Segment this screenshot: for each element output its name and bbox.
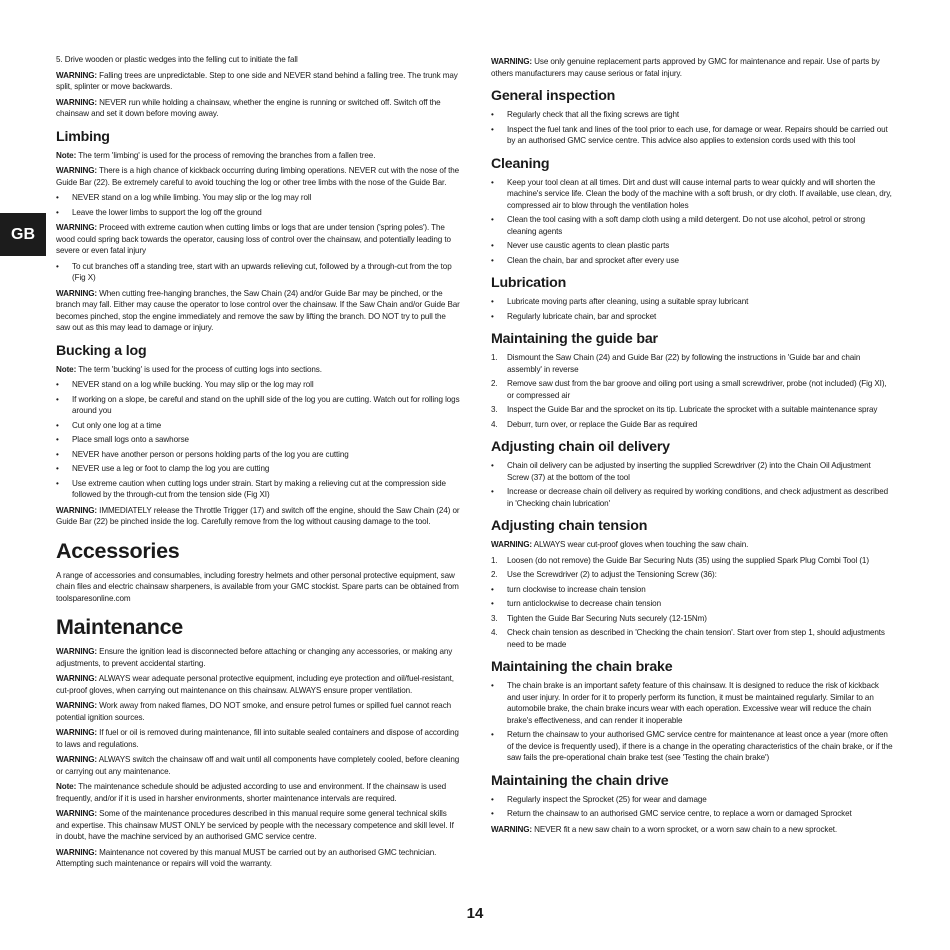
list-item: • Use extreme caution when cutting logs under strain. Start by making a relieving cut at the compression side followed by the through-cut from the tension side (Fig XI) — [56, 478, 446, 499]
right-column — [491, 56, 893, 839]
limbing-bullets-1 — [56, 192, 460, 218]
list-item: 4. Check chain tension as described in 'Checking the chain tension'. Start over from step 1, should adjustments need to be made — [491, 628, 885, 649]
list-item: • Place small logs onto a sawhorse — [56, 435, 189, 444]
maintenance-para: Note: The maintenance schedule should be adjusted according to use and environment. If the chainsaw is used frequently, and/or if it is used in harsher environments, shorter maintenance intervals are required. — [56, 782, 447, 803]
limbing-bullets-2 — [56, 261, 460, 284]
language-tab — [0, 213, 46, 256]
chain-oil-bullets — [491, 460, 893, 509]
list-item: • Return the chainsaw to your authorised GMC service centre for maintenance at least once a year (more often of the device is frequently used), if there is a change in the operating characteristics of the chain brake, or if the saw fails the pre-operational chain brake test (see 'Testing the chain brake') — [491, 730, 893, 762]
chain-oil-heading: Adjusting chain oil delivery — [491, 439, 670, 455]
limbing-warning-2: WARNING: Proceed with extreme caution when cutting limbs or logs that are under tension ('spring poles'). The wood could spring back towards the operator, causing loss of control over the chainsaw, and potentially leading to severe or even fatal injury — [56, 223, 451, 255]
limbing-warning-1: WARNING: There is a high chance of kickback occurring during limbing operations. NEVER cut with the nose of the Guide Bar (22). Be extremely careful to avoid touching the log or other tree limbs with the nose of the Guide Bar. — [56, 166, 460, 187]
cleaning-bullets — [491, 177, 893, 267]
list-item: 4. Deburr, turn over, or replace the Guide Bar as required — [491, 419, 698, 429]
chain-tension-heading: Adjusting chain tension — [491, 518, 648, 534]
felling-step-5: 5. Drive wooden or plastic wedges into the felling cut to initiate the fall — [56, 55, 298, 64]
accessories-text: A range of accessories and consumables, including forestry helmets and other personal protective equipment, saw chain files and electric chainsaw sharpeners, is available from your GMC stockist. Spare parts can be obtained from toolsparesonline.com — [56, 570, 459, 603]
lubrication-bullets — [491, 296, 893, 322]
list-item: • Keep your tool clean at all times. Dirt and dust will cause internal parts to wear quickly and will shorten the machine's service life. Clean the body of the machine with a soft brush, or dry cloth. If available, use clean, dry, compressed air to blow through the ventilation holes — [491, 177, 892, 210]
list-item: • Regularly inspect the Sprocket (25) for wear and damage — [491, 794, 707, 804]
list-item: • turn anticlockwise to decrease chain tension — [491, 599, 661, 608]
list-item: • Regularly check that all the fixing screws are tight — [491, 110, 680, 119]
bucking-note: Note: The term 'bucking' is used for the process of cutting logs into sections. — [56, 364, 322, 374]
list-item: • NEVER have another person or persons holding parts of the log you are cutting — [56, 449, 349, 459]
list-item: • Increase or decrease chain oil delivery as required by working conditions, and check adjustment as described in 'Checking chain lubrication' — [491, 487, 889, 508]
list-item: • Return the chainsaw to an authorised GMC service centre, to replace a worn or damaged Sprocket — [491, 809, 852, 818]
list-item: • NEVER stand on a log while limbing. You may slip or the log may roll — [56, 193, 312, 202]
chain-tension-warning: WARNING: ALWAYS wear cut-proof gloves when touching the saw chain. — [491, 540, 749, 549]
limbing-note: Note: The term 'limbing' is used for the process of removing the branches from a fallen tree. — [56, 150, 376, 160]
list-item: • To cut branches off a standing tree, start with an upwards relieving cut, followed by a through-cut from the top (Fig X) — [56, 261, 452, 282]
maintenance-para: WARNING: Work away from naked flames, DO NOT smoke, and ensure petrol fumes or spilled fuel cannot reach potential ignition sources. — [56, 701, 452, 722]
list-item: • Lubricate moving parts after cleaning, using a suitable spray lubricant — [491, 297, 749, 306]
left-column — [56, 54, 460, 874]
list-item: • Never use caustic agents to clean plastic parts — [491, 241, 670, 250]
list-item: 1. Loosen (do not remove) the Guide Bar Securing Nuts (35) using the supplied Spark Plug Combi Tool (1) — [491, 555, 869, 565]
chain-tension-steps — [491, 555, 893, 651]
list-item: 3. Inspect the Guide Bar and the sprocket on its tip. Lubricate the sprocket with a suitable maintenance spray — [491, 405, 878, 414]
list-item: • If working on a slope, be careful and stand on the uphill side of the log you are cutting. Watch out for rolling logs around you — [56, 394, 460, 415]
chain-brake-bullets — [491, 680, 893, 764]
maintenance-para: WARNING: ALWAYS wear adequate personal protective equipment, including eye protection and oil/fuel-resistant, cut-proof gloves, when carrying out maintenance on this chainsaw. ALWAYS ensure proper ventilation. — [56, 674, 454, 695]
list-item: • Regularly lubricate chain, bar and sprocket — [491, 311, 657, 321]
list-item: • Chain oil delivery can be adjusted by inserting the supplied Screwdriver (2) into the Chain Oil Adjustment Screw (37) at the bottom of the tool — [491, 461, 871, 482]
limbing-heading: Limbing — [56, 128, 110, 145]
list-item: 2. Remove saw dust from the bar groove and oiling port using a small screwdriver, probe (not included) (Fig XI), or compressed air — [491, 379, 887, 400]
accessories-heading: Accessories — [56, 538, 180, 563]
bucking-warning: WARNING: IMMEDIATELY release the Throttle Trigger (17) and switch off the engine, should the Saw Chain (24) or Guide Bar (22) be pinched inside the log. Carefully remove from the log without causing damage to the tool. — [56, 505, 460, 526]
limbing-warning-3: WARNING: When cutting free-hanging branches, the Saw Chain (24) and/or Guide Bar may be pinched, or the branch may fall. Either may cause the operator to lose control over the chainsaw. If the Saw Chain and/or Guide Bar becomes pinched, stop the engine immediately and remove the saw by lifting the branch. DO NOT try to pull the saw out as this may lead to damage or injury. — [56, 288, 460, 332]
list-item: • Leave the lower limbs to support the log off the ground — [56, 207, 262, 217]
list-item: • NEVER use a leg or foot to clamp the log you are cutting — [56, 464, 270, 473]
list-item: • Cut only one log at a time — [56, 420, 162, 430]
list-item: • Inspect the fuel tank and lines of the tool prior to each use, for damage or wear. Repairs should be carried out by an authorised GMC service centre. This advice also applies to extension cords used with this tool — [491, 124, 888, 145]
maintenance-para: WARNING: If fuel or oil is removed during maintenance, fill into suitable sealed containers and dispose of according to laws and regulations. — [56, 728, 459, 749]
guide-bar-heading: Maintaining the guide bar — [491, 331, 658, 347]
maintenance-para: WARNING: Some of the maintenance procedures described in this manual require some general technical skills and expertise. This chainsaw MUST ONLY be serviced by people with the necessary competence and skill level. If in doubt, have the machine serviced by an authorised GMC service centre. — [56, 809, 454, 841]
maintenance-para: WARNING: Maintenance not covered by this manual MUST be carried out by an authorised GMC technician. Attempting such maintenance or repairs will void the warranty. — [56, 847, 437, 868]
list-item: • Clean the tool casing with a soft damp cloth using a mild detergent. Do not use alcohol, petrol or strong cleaning agents — [491, 215, 865, 236]
chain-drive-heading: Maintaining the chain drive — [491, 772, 669, 789]
list-item: • NEVER stand on a log while bucking. You may slip or the log may roll — [56, 380, 314, 389]
list-item: • Clean the chain, bar and sprocket after every use — [491, 255, 679, 265]
bucking-bullets — [56, 379, 460, 501]
list-item: 3. Tighten the Guide Bar Securing Nuts securely (12-15Nm) — [491, 613, 707, 623]
page-number: 14 — [466, 905, 484, 922]
maintenance-para: WARNING: ALWAYS switch the chainsaw off and wait until all components have completely cooled, before cleaning or carrying out any maintenance. — [56, 755, 460, 776]
chain-drive-warning: WARNING: NEVER fit a new saw chain to a worn sprocket, or a worn saw chain to a new sprocket. — [491, 824, 838, 834]
maintenance-heading: Maintenance — [56, 615, 183, 639]
cleaning-heading: Cleaning — [491, 155, 550, 172]
lubrication-heading: Lubrication — [491, 275, 567, 291]
list-item: 1. Dismount the Saw Chain (24) and Guide Bar (22) by following the instructions in 'Guide bar and chain assembly' in reverse — [491, 353, 861, 374]
chain-brake-heading: Maintaining the chain brake — [491, 659, 673, 675]
list-item: • turn clockwise to increase chain tension — [491, 584, 646, 594]
falling-trees-warning: WARNING: Falling trees are unpredictable. Step to one side and NEVER stand behind a falling tree. The trunk may split, splinter or move backwards. — [56, 70, 458, 91]
list-item: • The chain brake is an important safety feature of this chainsaw. It is designed to reduce the risk of kickback and user injury. In order for it to properly perform its function, it must be maintained regularly. Similar to an automobile brake, the chain brake incurs wear with each operation. Excessive wear will reduce the chain brake's effectiveness, and can render it inoperable — [491, 681, 879, 725]
general-inspection-bullets — [491, 109, 893, 147]
list-item: 2. Use the Screwdriver (2) to adjust the Tensioning Screw (36): — [491, 570, 717, 579]
bucking-heading: Bucking a log — [56, 342, 147, 359]
chain-drive-bullets — [491, 794, 893, 820]
parts-warning: WARNING: Use only genuine replacement parts approved by GMC for maintenance and repair. Use of parts by others manufacturers may cause serious or fatal injury. — [491, 57, 880, 78]
language-tab-label: GB — [11, 225, 35, 243]
general-inspection-heading: General inspection — [491, 88, 616, 104]
maintenance-para: WARNING: Ensure the ignition lead is disconnected before attaching or changing any accessories, or making any adjustments, to prevent accidental starting. — [56, 647, 453, 668]
guide-bar-steps — [491, 352, 893, 430]
running-warning: WARNING: NEVER run while holding a chainsaw, whether the engine is running or switched off. Switch off the chainsaw and set it down before moving away. — [56, 97, 441, 118]
